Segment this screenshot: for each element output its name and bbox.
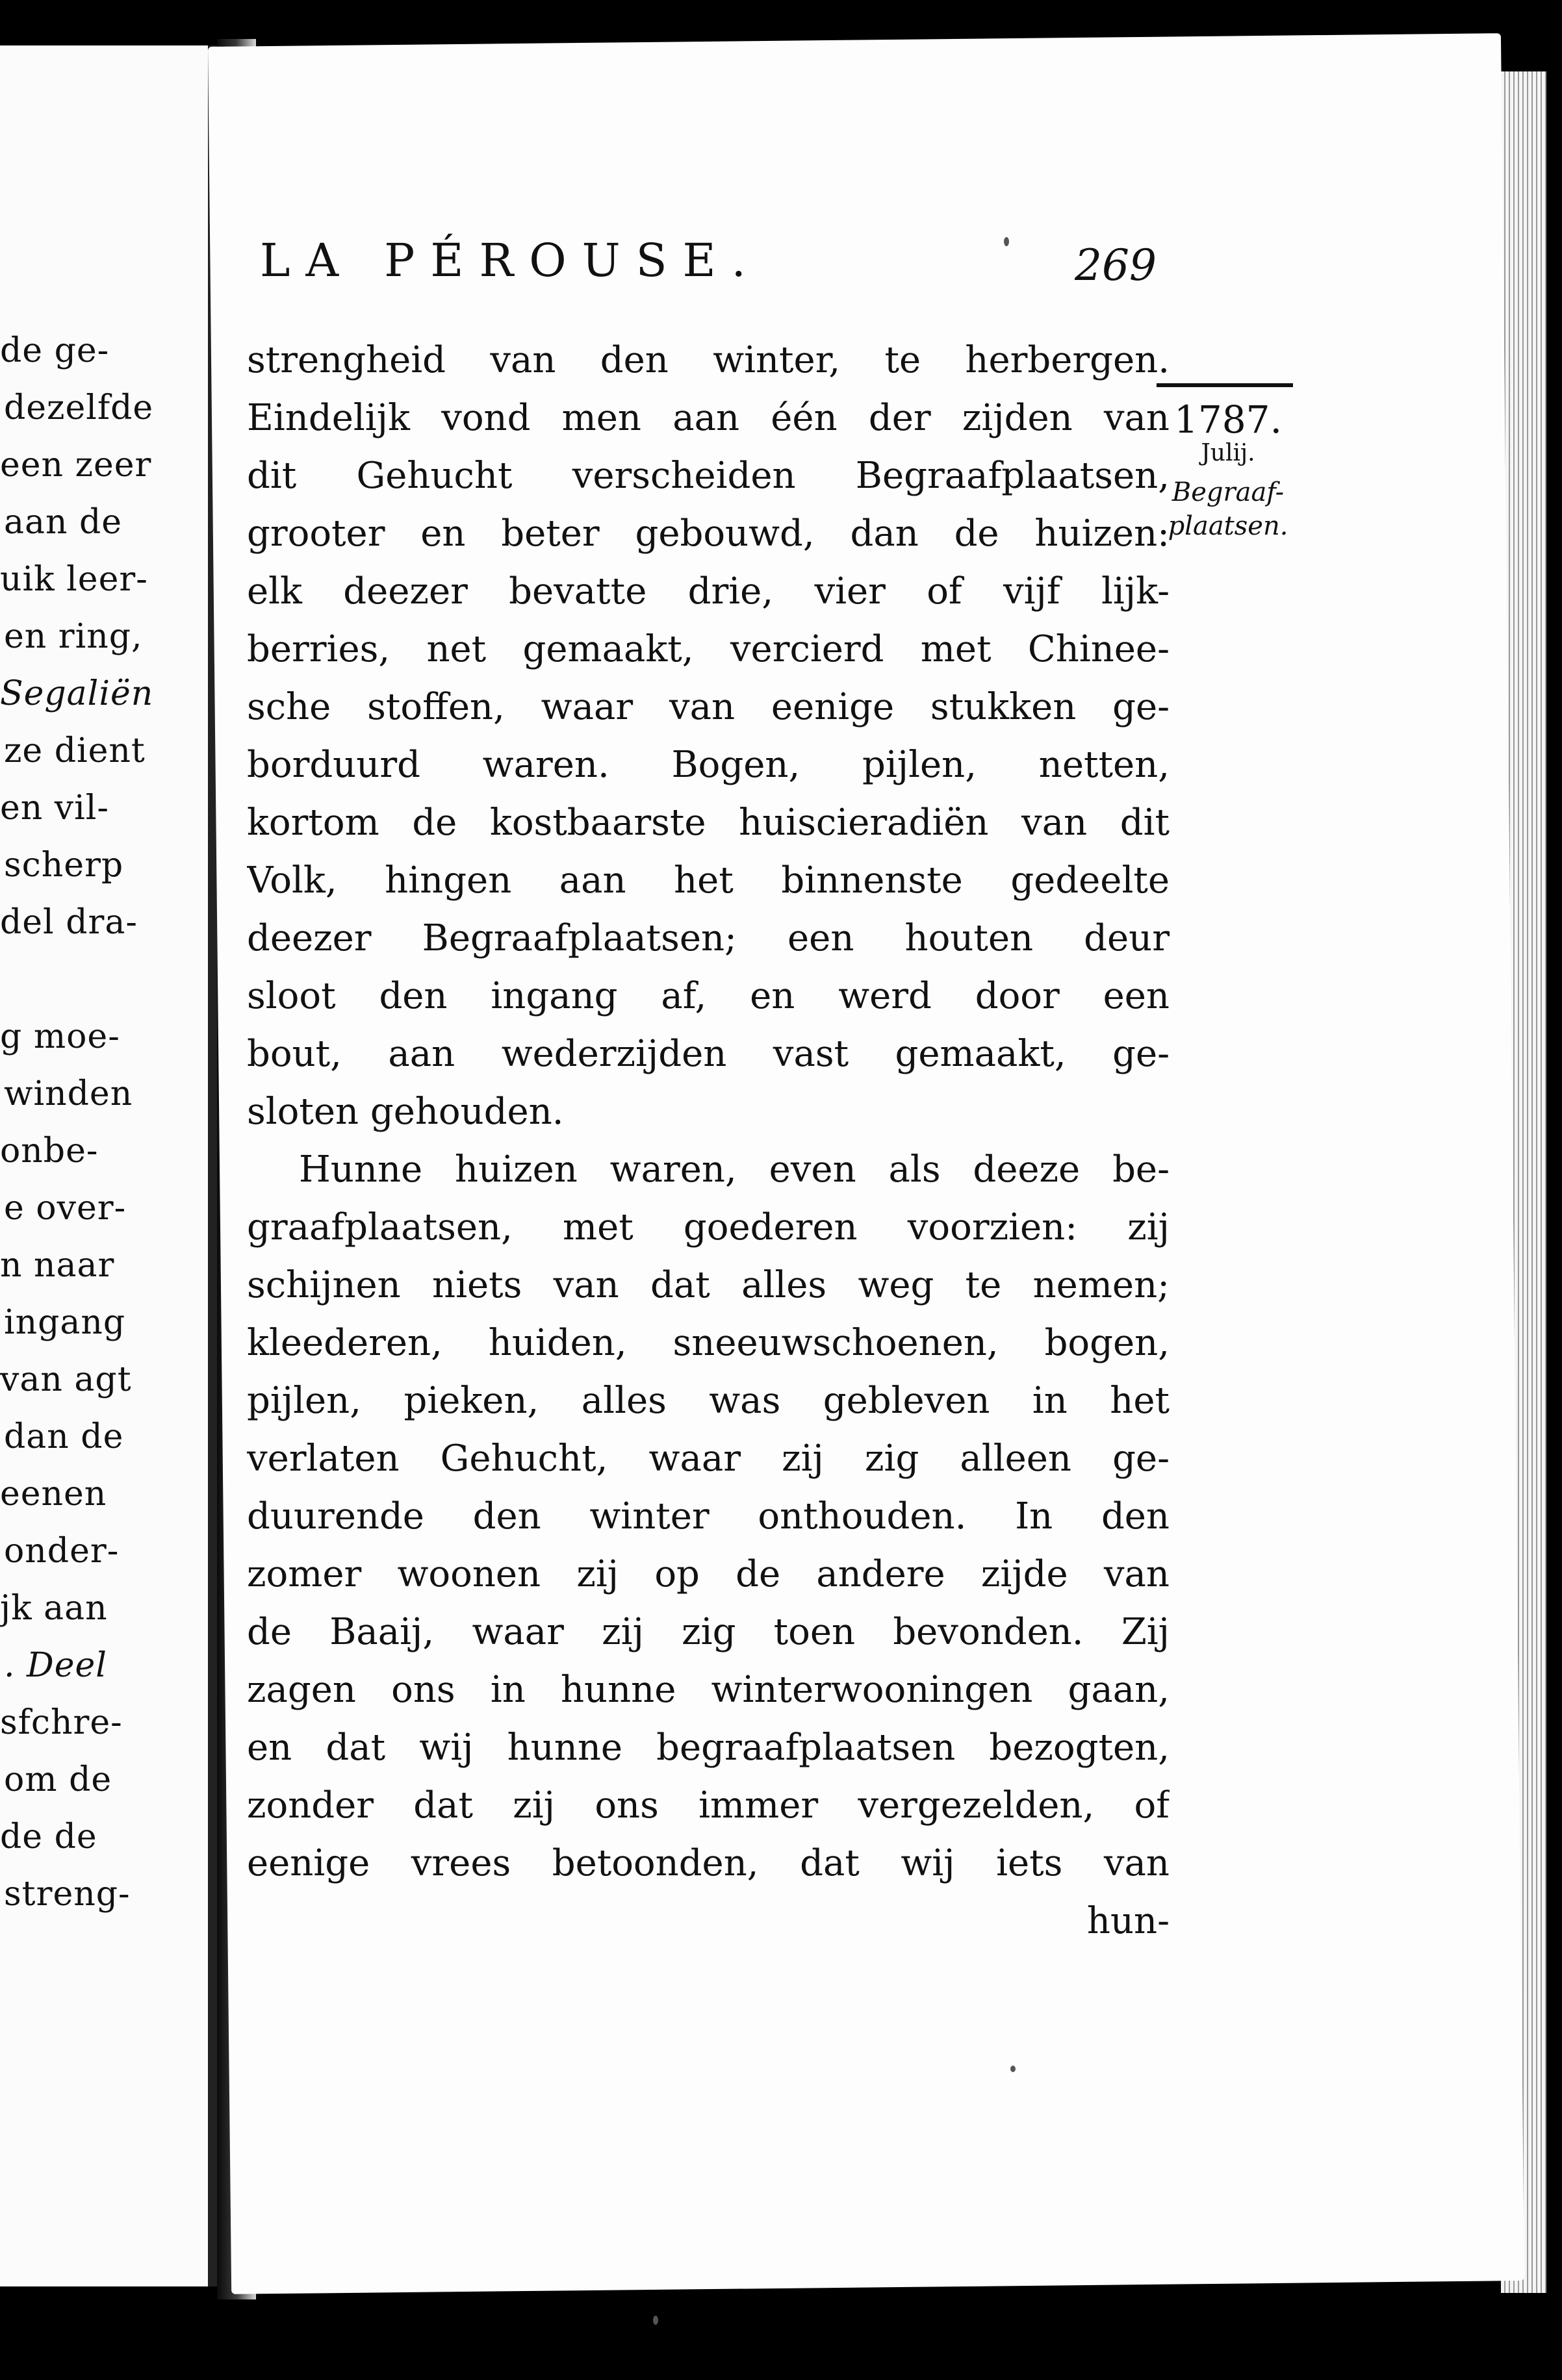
body-line: Hunne huizen waren, even als deeze be-	[299, 1148, 1170, 1191]
left-line: en ring,	[4, 617, 143, 656]
left-line: g moe-	[0, 1017, 120, 1056]
page-number: 269	[1075, 240, 1157, 290]
body-line: bout, aan wederzijden vast gemaakt, ge-	[247, 1033, 1170, 1075]
left-line: ze dient	[4, 731, 146, 770]
body-line: zagen ons in hunne winterwooningen gaan,	[247, 1669, 1170, 1711]
body-line: en dat wij hunne begraafplaatsen bezogten,	[247, 1727, 1170, 1769]
body-line: eenige vrees betoonden, dat wij iets van	[247, 1842, 1170, 1884]
body-line: deezer Begraafplaatsen; een houten deur	[247, 917, 1170, 959]
left-line: scherp	[4, 846, 124, 885]
body-line: kortom de kostbaarste huiscieradiën van dit	[247, 802, 1170, 844]
left-line: ingang	[4, 1303, 126, 1342]
left-line: sfchre-	[0, 1703, 123, 1742]
left-line: Segaliën	[0, 674, 154, 713]
left-line: jk aan	[0, 1589, 108, 1628]
body-line: Eindelijk vond men aan één der zijden van	[247, 397, 1170, 439]
left-line: eenen	[0, 1475, 107, 1513]
body-line: dit Gehucht verscheiden Begraafplaatsen,	[247, 455, 1170, 497]
left-line: . Deel	[4, 1646, 107, 1685]
left-line: winden	[4, 1074, 133, 1113]
body-line: graafplaatsen, met goederen voorzien: zij	[247, 1206, 1170, 1248]
left-line: streng-	[4, 1875, 131, 1914]
body-line: sloot den ingang af, en werd door een	[247, 975, 1170, 1017]
body-line: strengheid van den winter, te herbergen.	[247, 339, 1170, 381]
body-line: pijlen, pieken, alles was gebleven in het	[247, 1380, 1170, 1422]
left-line: om de	[4, 1760, 112, 1799]
body-line: kleederen, huiden, sneeuwschoenen, bogen,	[247, 1322, 1170, 1364]
margin-rule	[1157, 383, 1293, 387]
body-line: grooter en beter gebouwd, dan de huizen:	[247, 513, 1170, 555]
left-line: de de	[0, 1817, 97, 1856]
body-line: zomer woonen zij op de andere zijde van	[247, 1553, 1170, 1595]
body-line: sche stoffen, waar van eenige stukken ge-	[247, 686, 1170, 728]
margin-topic-line2: plaatsen.	[1168, 511, 1288, 541]
body-line: duurende den winter onthouden. In den	[247, 1495, 1170, 1538]
left-line: en vil-	[0, 789, 110, 828]
page-header	[260, 234, 1157, 299]
body-text	[247, 331, 1170, 1950]
left-line: dan de	[4, 1417, 124, 1456]
catchword: hun-	[1086, 1900, 1170, 1942]
left-line: onbe-	[0, 1132, 99, 1171]
ink-speck	[1010, 2066, 1016, 2072]
body-line: Volk, hingen aan het binnenste gedeelte	[247, 859, 1170, 902]
body-line: sloten gehouden.	[247, 1091, 564, 1133]
body-line: zonder dat zij ons immer vergezelden, of	[247, 1784, 1170, 1827]
body-line: berries, net gemaakt, vercierd met Chinee-	[247, 628, 1170, 670]
left-line: del dra-	[0, 903, 138, 942]
body-line: schijnen niets van dat alles weg te nemen;	[247, 1264, 1170, 1306]
ink-speck	[653, 2316, 658, 2325]
margin-year: 1787.	[1173, 398, 1283, 442]
left-line: n naar	[0, 1246, 115, 1285]
left-page-fragment	[0, 45, 217, 2286]
body-line: de Baaij, waar zij zig toen bevonden. Zij	[247, 1611, 1170, 1653]
left-line: dezelfde	[4, 388, 154, 427]
margin-note	[1157, 383, 1300, 543]
body-line: verlaten Gehucht, waar zij zig alleen ge-	[247, 1437, 1170, 1480]
left-line: de ge-	[0, 331, 110, 370]
ink-speck	[1004, 237, 1009, 246]
left-line: uik leer-	[0, 560, 148, 599]
left-line: e over-	[4, 1189, 127, 1228]
left-line: een zeer	[0, 446, 152, 485]
body-line: borduurd waren. Bogen, pijlen, netten,	[247, 744, 1170, 786]
running-head: LA PÉROUSE.	[260, 234, 762, 287]
left-line: aan de	[4, 503, 123, 542]
left-line: van agt	[0, 1360, 132, 1399]
margin-month: Julij.	[1201, 440, 1255, 466]
body-line: elk deezer bevatte drie, vier of vijf lijk-	[247, 570, 1170, 613]
left-line: onder-	[4, 1532, 120, 1571]
margin-topic-line1: Begraaf-	[1172, 477, 1285, 507]
